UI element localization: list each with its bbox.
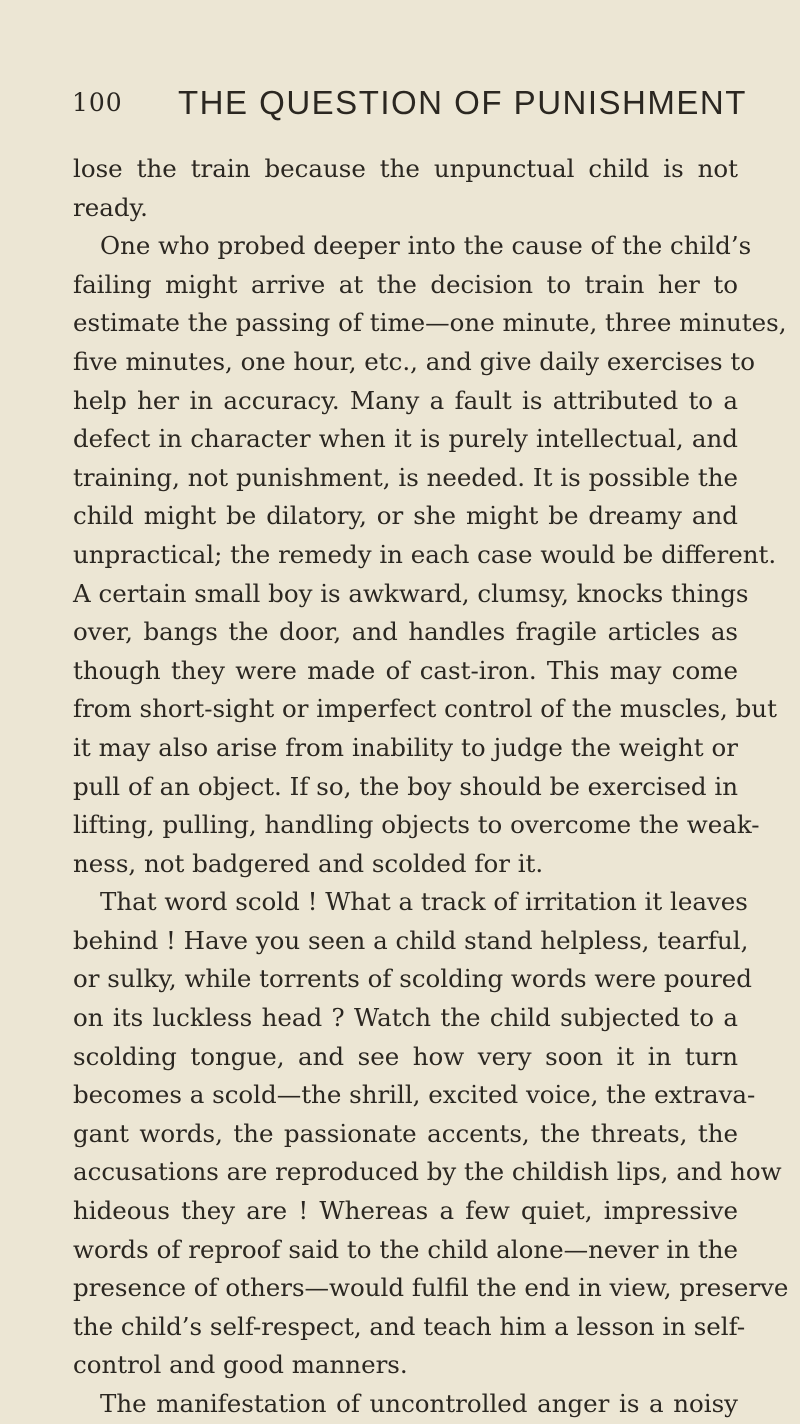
text-line: lifting, pulling, handling objects to overcome the weak- [73, 810, 760, 840]
text-line: pull of an object. If so, the boy should be exercised in [73, 771, 738, 801]
text-line: from short-sight or imperfect control of the muscles, but [73, 694, 777, 724]
text-line: unpractical; the remedy in each case would be different. [73, 539, 777, 569]
text-line: failing might arrive at the decision to train her to [73, 269, 738, 299]
text-line: ready. [73, 192, 148, 222]
page-header [72, 84, 747, 128]
text-line: gant words, the passionate accents, the threats, the [73, 1118, 738, 1148]
body-text [73, 150, 789, 1424]
running-head: THE QUESTION OF PUNISHMENT [178, 84, 747, 121]
text-line: The manifestation of uncontrolled anger is a noisy [100, 1389, 738, 1418]
page-number: 100 [72, 88, 123, 117]
text-line: words of reproof said to the child alone—never in the [73, 1234, 738, 1264]
text-line: defect in character when it is purely intellectual, and [73, 424, 738, 454]
text-line: One who probed deeper into the cause of the child’s [100, 231, 752, 261]
text-line: though they were made of cast-iron. This may come [73, 655, 738, 685]
text-line: estimate the passing of time—one minute, three minutes, [73, 308, 787, 338]
text-line: help her in accuracy. Many a fault is attributed to a [73, 385, 738, 415]
text-line: lose the train because the unpunctual child is not [73, 154, 738, 183]
text-line: child might be dilatory, or she might be dreamy and [73, 501, 738, 531]
text-line: ness, not badgered and scolded for it. [73, 848, 544, 878]
text-line: control and good manners. [73, 1350, 408, 1380]
text-line: becomes a scold—the shrill, excited voice, the extrava- [73, 1080, 756, 1110]
text-line: training, not punishment, is needed. It is possible the [73, 462, 738, 492]
text-line: or sulky, while torrents of scolding words were poured [73, 964, 752, 994]
text-line: presence of others—would fulfil the end in view, preserve [73, 1273, 789, 1303]
text-line: behind ! Have you seen a child stand helpless, tearful, [73, 925, 749, 955]
text-line: it may also arise from inability to judge the weight or [73, 732, 738, 762]
text-line: on its luckless head ? Watch the child subjected to a [73, 1003, 738, 1033]
text-line: five minutes, one hour, etc., and give daily exercises to [73, 346, 755, 376]
text-line: hideous they are ! Whereas a few quiet, impressive [73, 1196, 738, 1226]
text-line: A certain small boy is awkward, clumsy, knocks things [73, 578, 749, 608]
text-line: That word scold ! What a track of irritation it leaves [100, 887, 748, 917]
text-line: scolding tongue, and see how very soon it in turn [73, 1041, 738, 1071]
text-line: the child’s self-respect, and teach him a lesson in self- [73, 1311, 746, 1341]
text-line: over, bangs the door, and handles fragile articles as [73, 617, 738, 647]
text-line: accusations are reproduced by the childish lips, and how [73, 1157, 782, 1187]
